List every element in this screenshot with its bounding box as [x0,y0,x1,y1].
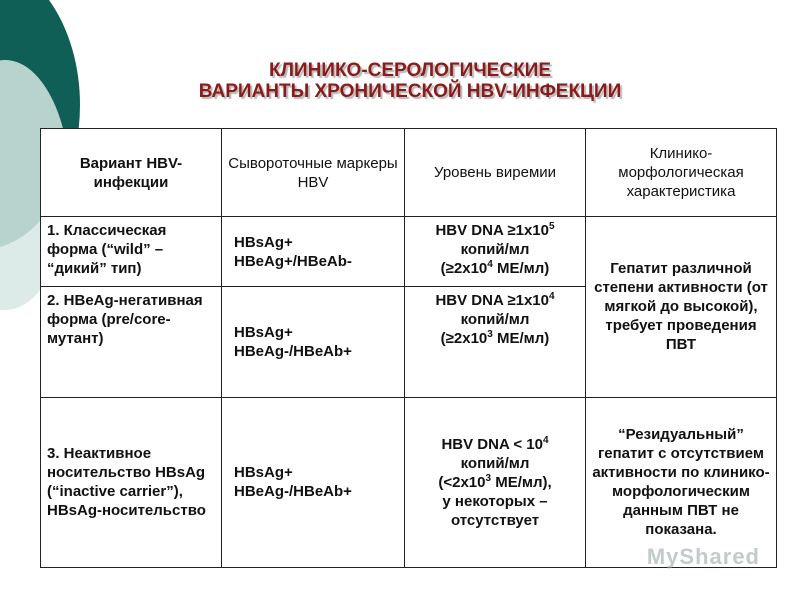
row3-viremia [405,397,586,567]
row3-marker-hbeag: HBeAg-/HBeAb+ [234,483,352,501]
header-variant: Вариант HBV-инфекции [41,129,222,217]
row1-dna-line1: HBV DNA $\ge 1x10^5$ [435,221,555,240]
header-viremia: Уровень виремии [405,129,586,217]
row1-marker-hbsag: HBsAg+ [234,233,293,251]
row2-markers [222,287,405,397]
row2-marker-hbeag: HBeAg-/HBeAb+ [234,342,352,360]
row3-dna-line2: копий/мл [460,454,530,472]
row2-dna-line3: ($\ge 2x10^3$ МЕ/мл) [440,329,550,348]
table-header-row [41,129,777,217]
hbv-variants-table [40,128,777,568]
rows12-characteristic: Гепатит различной степени активности (от мягкой до высокой), требует проведения ПВТ [586,217,777,397]
row1-dna-line2: копий/мл [460,241,530,259]
row3-dna-line1: HBV DNA < $10^4$ [441,434,549,453]
row2-variant: 2. HBeAg-негативная форма (pre/core-мутант) [41,287,222,397]
row3-marker-hbsag: HBsAg+ [234,464,293,482]
row3-markers [222,397,405,567]
row2-viremia [405,287,586,397]
watermark-logo: MyShared [646,544,760,569]
header-markers: Сывороточные маркеры HBV [222,129,405,217]
row3-dna-line3: ($<2x10^3$ МЕ/мл), [438,472,552,491]
row3-characteristic: “Резидуальный” гепатит с отсутствием активности по клинико-морфологическим данным ПВТ не показана. [586,397,777,567]
title-line-1: КЛИНИКО-СЕРОЛОГИЧЕСКИЕ [269,60,551,81]
row1-viremia [405,217,586,287]
row1-variant: 1. Классическая форма (“wild” – “дикий” тип) [41,217,222,287]
row1-markers [222,217,405,287]
table-row [41,397,777,567]
row1-marker-hbeag: HBeAg+/HBeAb- [234,252,352,270]
row2-dna-line1: HBV DNA $\ge 1x10^4$ [435,291,555,310]
row3-variant: 3. Неактивное носительство HBsAg (“inactive carrier”), HBsAg-носительство [41,397,222,567]
table-row [41,217,777,287]
row2-marker-hbsag: HBsAg+ [234,323,293,341]
row3-dna-line4: у некоторых – отсутствует [442,492,548,529]
row1-dna-line3: ($\ge 2x10^4$ МЕ/мл) [440,259,550,278]
slide-title [130,60,690,102]
header-characteristic: Клинико-морфологическая характеристика [586,129,777,217]
row2-dna-line2: копий/мл [460,311,530,329]
title-line-2: ВАРИАНТЫ ХРОНИЧЕСКОЙ HBV-ИНФЕКЦИИ [198,81,622,102]
